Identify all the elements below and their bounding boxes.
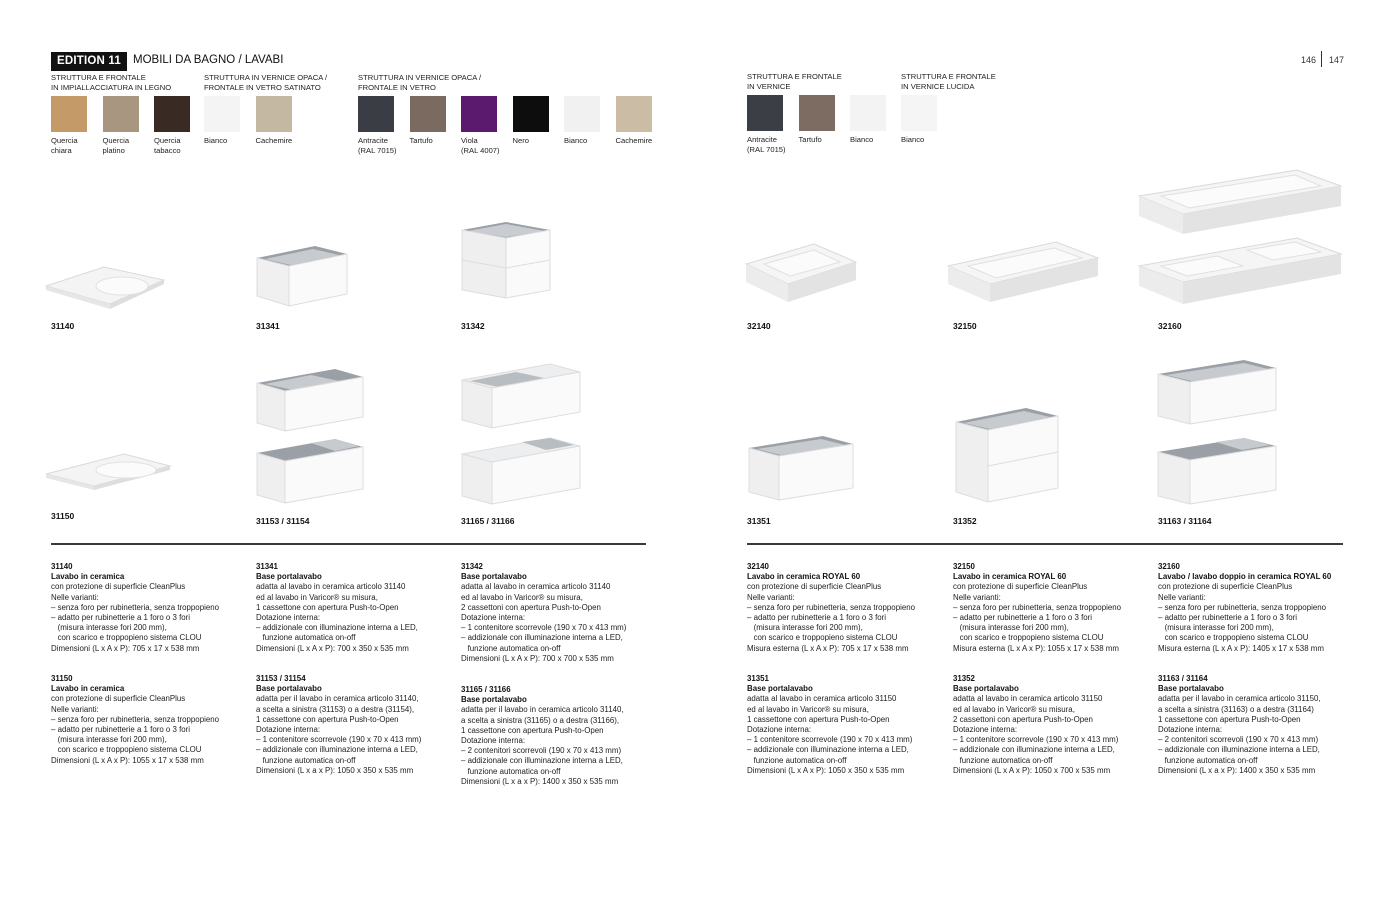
color-swatch-label: Cachemire: [255, 136, 293, 145]
description-line: a scelta a sinistra (31153) o a destra (31154),: [256, 704, 415, 714]
description-line: adatta al lavabo in ceramica articolo 31140: [256, 582, 406, 592]
description-line: con protezione di superficie CleanPlus: [953, 582, 1088, 592]
product-code: 31351: [747, 516, 771, 526]
basin-illustration: [44, 264, 166, 312]
description-line: adatta al lavabo in ceramica articolo 31150: [747, 694, 897, 704]
basin-illustration: [1137, 168, 1343, 308]
color-swatch-label: Tartufo: [409, 136, 433, 145]
color-swatch-label: Bianco: [850, 135, 874, 144]
description-line: – senza foro per rubinetteria, senza troppopieno: [1158, 602, 1327, 612]
description-line: funzione automatica on-off: [256, 633, 356, 643]
description-line: Nelle varianti:: [51, 704, 99, 714]
description-line: – adatto per rubinetterie a 1 foro o 3 fori: [51, 725, 191, 735]
description-line: – senza foro per rubinetteria, senza troppopieno: [953, 602, 1122, 612]
description-line: con scarico e troppopieno sistema CLOU: [51, 633, 202, 643]
description-line: – adatto per rubinetterie a 1 foro o 3 fori: [747, 613, 887, 623]
description-line: a scelta a sinistra (31165) o a destra (31166),: [461, 715, 620, 725]
page-number-right: 147: [1329, 55, 1345, 65]
color-swatch-label: Antracite (RAL 7015): [358, 136, 397, 155]
description-line: Nelle varianti:: [953, 592, 1001, 602]
description-line: Misura esterna (L x A x P): 1055 x 17 x 538 mm: [953, 643, 1119, 653]
color-swatch-label: Quercia chiara: [51, 136, 78, 155]
description-line: ed al lavabo in Varicor® su misura,: [747, 704, 869, 714]
description-line: Dotazione interna:: [747, 725, 812, 735]
description-name: Base portalavabo: [1158, 684, 1224, 694]
color-swatch-label: Nero: [512, 136, 529, 145]
description-code: 31163 / 31164: [1158, 674, 1208, 683]
description-line: (misura interasse fori 200 mm),: [747, 623, 863, 633]
divider-rule-right: [747, 543, 1343, 545]
page-divider: [1321, 51, 1322, 67]
description-line: – 2 contenitori scorrevoli (190 x 70 x 413 mm): [1158, 735, 1319, 745]
color-swatch-label: Quercia tabacco: [154, 136, 181, 155]
description-line: Dimensioni (L x A x P): 1050 x 350 x 535 mm: [747, 765, 905, 775]
finish-group-label: STRUTTURA IN VERNICE OPACA / FRONTALE IN VETRO: [358, 73, 482, 92]
color-swatch: [410, 96, 446, 132]
color-swatch-label: Quercia platino: [102, 136, 130, 155]
cabinet-illustration: [460, 362, 582, 508]
product-code: 31153 / 31154: [256, 516, 310, 526]
description-line: adatta al lavabo in ceramica articolo 31140: [461, 582, 611, 592]
description-line: Dotazione interna:: [461, 613, 526, 623]
description-line: ed al lavabo in Varicor® su misura,: [256, 592, 378, 602]
description-name: Lavabo / lavabo doppio in ceramica ROYAL 60: [1158, 572, 1332, 582]
description-name: Lavabo in ceramica: [51, 572, 125, 582]
product-description: [953, 674, 1153, 776]
description-line: – adatto per rubinetterie a 1 foro o 3 fori: [1158, 613, 1298, 623]
color-swatch-label: Cachemire: [615, 136, 653, 145]
color-swatch-label: Tartufo: [798, 135, 822, 144]
description-line: (misura interasse fori 200 mm),: [51, 623, 167, 633]
description-line: funzione automatica on-off: [747, 755, 847, 765]
description-code: 31150: [51, 674, 73, 683]
description-name: Base portalavabo: [256, 684, 322, 694]
description-line: funzione automatica on-off: [256, 755, 356, 765]
description-line: con protezione di superficie CleanPlus: [747, 582, 882, 592]
description-line: Nelle varianti:: [51, 592, 99, 602]
section-title: MOBILI DA BAGNO / LAVABI: [133, 54, 284, 66]
product-description: [953, 562, 1153, 654]
description-line: funzione automatica on-off: [461, 766, 561, 776]
product-description: [256, 674, 456, 776]
color-swatch-label: Bianco: [901, 135, 925, 144]
description-line: 1 cassettone con apertura Push-to-Open: [256, 714, 399, 724]
color-swatch: [154, 96, 190, 132]
product-code: 31341: [256, 321, 280, 331]
cabinet-illustration: [255, 367, 365, 507]
description-line: – 1 contenitore scorrevole (190 x 70 x 413 mm): [747, 735, 913, 745]
description-line: adatta per il lavabo in ceramica articolo 31140,: [461, 705, 624, 715]
cabinet-illustration: [747, 434, 855, 506]
color-swatch-label: Bianco: [204, 136, 228, 145]
cabinet-illustration: [1156, 358, 1278, 508]
description-line: adatta per il lavabo in ceramica articolo 31150,: [1158, 694, 1321, 704]
product-code: 32140: [747, 321, 771, 331]
product-description: [1158, 674, 1348, 776]
product-description: [747, 674, 947, 776]
description-line: con scarico e troppopieno sistema CLOU: [51, 745, 202, 755]
basin-illustration: [44, 452, 172, 492]
edition-badge: EDITION 11: [51, 52, 127, 71]
product-description: [461, 685, 661, 787]
product-description: [461, 562, 661, 664]
description-line: Dotazione interna:: [461, 736, 526, 746]
description-line: – senza foro per rubinetteria, senza troppopieno: [747, 602, 916, 612]
description-line: 1 cassettone con apertura Push-to-Open: [461, 725, 604, 735]
color-swatch: [799, 95, 835, 131]
description-line: Nelle varianti:: [1158, 592, 1206, 602]
description-line: – addizionale con illuminazione interna a LED,: [256, 745, 418, 755]
divider-rule-left: [51, 543, 646, 545]
color-swatch: [204, 96, 240, 132]
product-code: 32160: [1158, 321, 1182, 331]
description-line: con scarico e troppopieno sistema CLOU: [953, 633, 1104, 643]
color-swatch: [747, 95, 783, 131]
product-code: 31163 / 31164: [1158, 516, 1212, 526]
product-code: 32150: [953, 321, 977, 331]
description-line: adatta per il lavabo in ceramica articolo 31140,: [256, 694, 419, 704]
finish-group-label: STRUTTURA E FRONTALE IN VERNICE LUCIDA: [901, 72, 996, 91]
description-line: – addizionale con illuminazione interna a LED,: [1158, 745, 1320, 755]
description-code: 31351: [747, 674, 769, 683]
description-line: – addizionale con illuminazione interna a LED,: [461, 756, 623, 766]
description-line: 1 cassettone con apertura Push-to-Open: [256, 602, 399, 612]
description-line: Dimensioni (L x a x P): 1050 x 350 x 535 mm: [256, 765, 414, 775]
page-number-left: 146: [1301, 55, 1317, 65]
description-line: ed al lavabo in Varicor® su misura,: [953, 704, 1075, 714]
product-code: 31150: [51, 511, 75, 521]
basin-illustration: [946, 240, 1100, 306]
description-line: funzione automatica on-off: [953, 755, 1053, 765]
description-line: – senza foro per rubinetteria, senza troppopieno: [51, 714, 220, 724]
product-description: [256, 562, 456, 654]
product-code: 31352: [953, 516, 977, 526]
description-line: 2 cassettoni con apertura Push-to-Open: [461, 602, 601, 612]
description-line: funzione automatica on-off: [461, 643, 561, 653]
color-swatch: [51, 96, 87, 132]
description-line: – addizionale con illuminazione interna a LED,: [256, 623, 418, 633]
product-description: [1158, 562, 1348, 654]
color-swatch: [256, 96, 292, 132]
description-line: Dimensioni (L x a x P): 1400 x 350 x 535 mm: [1158, 765, 1316, 775]
finish-group-label: STRUTTURA E FRONTALE IN IMPIALLACCIATURA IN LEGNO: [51, 73, 172, 92]
description-line: Dotazione interna:: [953, 725, 1018, 735]
description-name: Base portalavabo: [256, 572, 322, 582]
description-name: Lavabo in ceramica ROYAL 60: [747, 572, 861, 582]
description-line: con protezione di superficie CleanPlus: [1158, 582, 1293, 592]
color-swatch: [513, 96, 549, 132]
description-line: con protezione di superficie CleanPlus: [51, 582, 186, 592]
color-swatch: [850, 95, 886, 131]
description-line: adatta al lavabo in ceramica articolo 31150: [953, 694, 1103, 704]
product-code: 31140: [51, 321, 75, 331]
finish-group-label: STRUTTURA E FRONTALE IN VERNICE: [747, 72, 842, 91]
description-line: 1 cassettone con apertura Push-to-Open: [1158, 714, 1301, 724]
color-swatch-label: Viola (RAL 4007): [461, 136, 500, 155]
cabinet-illustration: [954, 406, 1060, 506]
description-line: Dimensioni (L x A x P): 700 x 350 x 535 mm: [256, 643, 409, 653]
description-line: 2 cassettoni con apertura Push-to-Open: [953, 714, 1093, 724]
description-line: – addizionale con illuminazione interna a LED,: [747, 745, 909, 755]
color-swatch: [901, 95, 937, 131]
color-swatch-label: Bianco: [564, 136, 588, 145]
description-line: – addizionale con illuminazione interna a LED,: [461, 633, 623, 643]
product-description: [51, 674, 251, 766]
color-swatch: [616, 96, 652, 132]
description-code: 31341: [256, 562, 278, 571]
description-line: (misura interasse fori 200 mm),: [51, 735, 167, 745]
finish-group-label: STRUTTURA IN VERNICE OPACA / FRONTALE IN VETRO SATINATO: [204, 73, 328, 92]
description-code: 31342: [461, 562, 483, 571]
description-line: Dotazione interna:: [256, 613, 321, 623]
description-name: Base portalavabo: [953, 684, 1019, 694]
product-description: [51, 562, 251, 654]
description-line: (misura interasse fori 200 mm),: [1158, 623, 1274, 633]
description-line: – 1 contenitore scorrevole (190 x 70 x 413 mm): [461, 623, 627, 633]
description-line: a scelta a sinistra (31163) o a destra (31164): [1158, 704, 1314, 714]
description-code: 32160: [1158, 562, 1180, 571]
description-code: 31352: [953, 674, 975, 683]
description-line: – adatto per rubinetterie a 1 foro o 3 fori: [953, 613, 1093, 623]
description-line: (misura interasse fori 200 mm),: [953, 623, 1069, 633]
description-code: 31165 / 31166: [461, 685, 511, 694]
cabinet-illustration: [255, 244, 350, 309]
description-name: Base portalavabo: [461, 695, 527, 705]
description-line: – addizionale con illuminazione interna a LED,: [953, 745, 1115, 755]
cabinet-illustration: [460, 220, 552, 300]
description-name: Lavabo in ceramica: [51, 684, 125, 694]
description-line: Misura esterna (L x A x P): 1405 x 17 x 538 mm: [1158, 643, 1324, 653]
description-line: con protezione di superficie CleanPlus: [51, 694, 186, 704]
description-line: con scarico e troppopieno sistema CLOU: [1158, 633, 1309, 643]
description-code: 32150: [953, 562, 975, 571]
basin-illustration: [744, 240, 859, 306]
description-line: Dimensioni (L x A x P): 1050 x 700 x 535 mm: [953, 765, 1111, 775]
description-line: Dimensioni (L x A x P): 700 x 700 x 535 mm: [461, 653, 614, 663]
product-code: 31342: [461, 321, 485, 331]
description-code: 32140: [747, 562, 769, 571]
product-code: 31165 / 31166: [461, 516, 515, 526]
description-line: – adatto per rubinetterie a 1 foro o 3 fori: [51, 613, 191, 623]
description-line: Dotazione interna:: [256, 725, 321, 735]
color-swatch: [358, 96, 394, 132]
description-line: – senza foro per rubinetteria, senza troppopieno: [51, 602, 220, 612]
description-line: 1 cassettone con apertura Push-to-Open: [747, 714, 890, 724]
description-name: Base portalavabo: [747, 684, 813, 694]
description-line: Dimensioni (L x A x P): 705 x 17 x 538 mm: [51, 643, 200, 653]
description-line: con scarico e troppopieno sistema CLOU: [747, 633, 898, 643]
description-line: ed al lavabo in Varicor® su misura,: [461, 592, 583, 602]
color-swatch: [103, 96, 139, 132]
description-line: – 1 contenitore scorrevole (190 x 70 x 413 mm): [953, 735, 1119, 745]
description-code: 31140: [51, 562, 73, 571]
description-line: Dotazione interna:: [1158, 725, 1223, 735]
description-line: Misura esterna (L x A x P): 705 x 17 x 538 mm: [747, 643, 909, 653]
color-swatch: [564, 96, 600, 132]
color-swatch-label: Antracite (RAL 7015): [747, 135, 786, 154]
description-name: Base portalavabo: [461, 572, 527, 582]
description-line: – 1 contenitore scorrevole (190 x 70 x 413 mm): [256, 735, 422, 745]
color-swatch: [461, 96, 497, 132]
description-line: Nelle varianti:: [747, 592, 795, 602]
description-name: Lavabo in ceramica ROYAL 60: [953, 572, 1067, 582]
description-line: – 2 contenitori scorrevoli (190 x 70 x 413 mm): [461, 746, 622, 756]
description-line: Dimensioni (L x A x P): 1055 x 17 x 538 mm: [51, 755, 204, 765]
description-line: Dimensioni (L x a x P): 1400 x 350 x 535 mm: [461, 776, 619, 786]
description-line: funzione automatica on-off: [1158, 755, 1258, 765]
description-code: 31153 / 31154: [256, 674, 306, 683]
product-description: [747, 562, 947, 654]
